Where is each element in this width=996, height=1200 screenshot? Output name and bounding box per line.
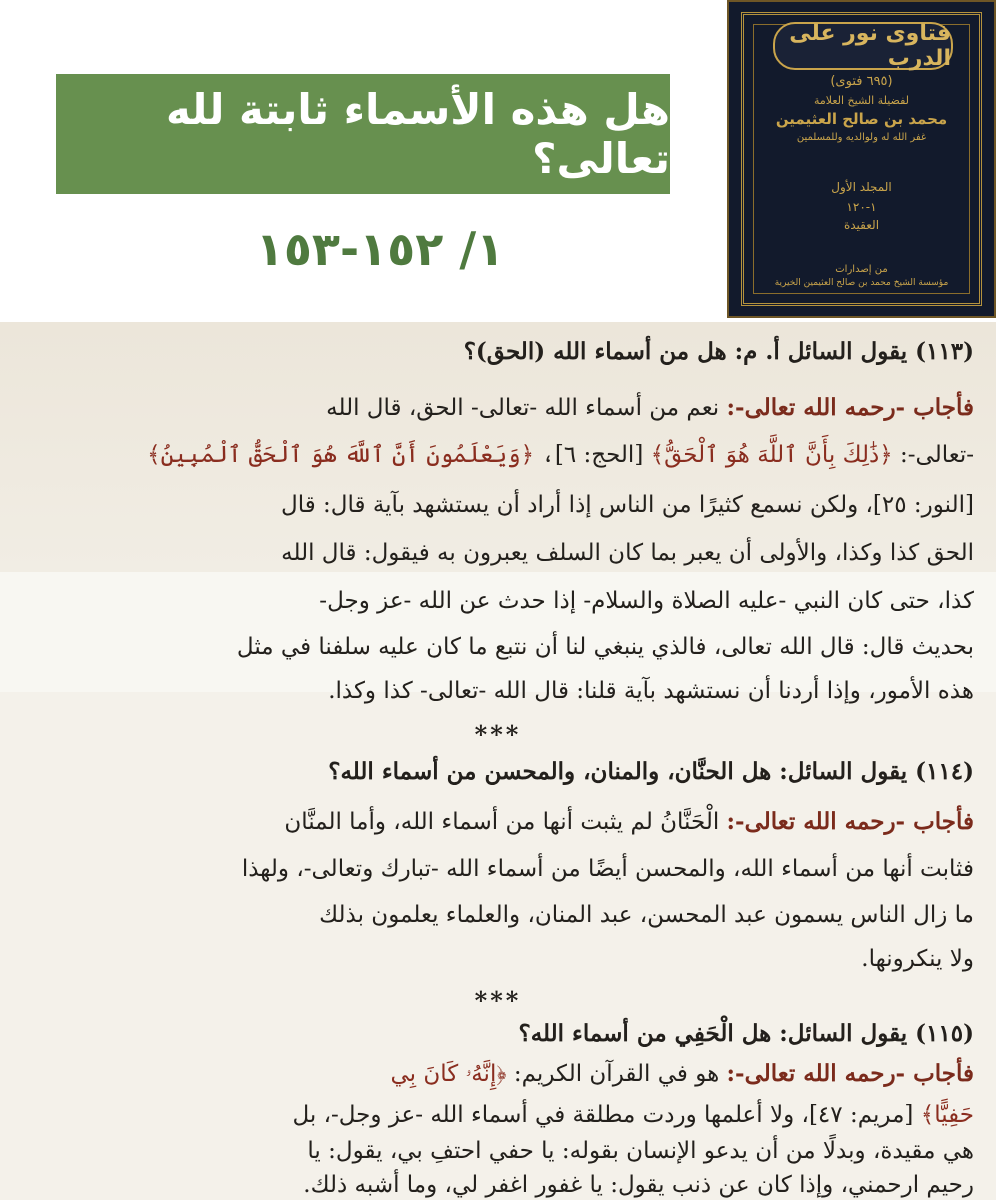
q115-answer-line xyxy=(390,1060,974,1087)
q113-line3: [النور: ٢٥]، ولكن نسمع كثيرًا من الناس إذا أراد أن يستشهد بآية قال: قال xyxy=(281,492,974,518)
book-range: ١-١٢٠ xyxy=(846,200,877,214)
q114-answer-line xyxy=(284,808,974,835)
q114-line3: ما زال الناس يسمون عبد المحسن، عبد المنان، والعلماء يعلمون بذلك xyxy=(319,902,974,928)
q115-question-label: (١١٥) يقول السائل: xyxy=(779,1020,974,1047)
q114-question-label: (١١٤) يقول السائل: xyxy=(779,758,974,785)
q113-verse-line xyxy=(147,442,974,468)
q113-line7: هذه الأمور، وإذا أردنا أن نستشهد بآية قلنا: قال الله -تعالى- كذا وكذا. xyxy=(328,678,974,704)
title-banner xyxy=(56,74,670,194)
q114-question-text: هل الحنَّان، والمنان، والمحسن من أسماء الله؟ xyxy=(328,758,780,785)
book-cover-image xyxy=(727,0,996,318)
q113-question-text: هل من أسماء الله (الحق)؟ xyxy=(463,338,735,365)
q113-line5: كذا، حتى كان النبي -عليه الصلاة والسلام- إذا حدث عن الله -عز وجل- xyxy=(319,588,974,614)
q113-line1: نعم من أسماء الله -تعالى- الحق، قال الله xyxy=(326,395,727,421)
q115-line3: هي مقيدة، وبدلًا من أن يدعو الإنسان بقوله: يا حفي احتفِ بي، يقول: يا xyxy=(307,1138,974,1164)
q113-answer-label: فأجاب -رحمه الله تعالى-: xyxy=(726,394,974,421)
q114-question-line xyxy=(328,758,974,785)
book-author-prefix: لفضيلة الشيخ العلامة xyxy=(813,94,909,107)
header-area xyxy=(0,0,996,322)
q115-line4: رحيم ارحمني، وإذا كان عن ذنب يقول: يا غفور اغفر لي، وما أشبه ذلك. xyxy=(303,1172,974,1198)
q115-line2-row xyxy=(292,1102,974,1128)
book-subject: العقيدة xyxy=(843,218,880,232)
q113-line2a: -تعالى-: xyxy=(892,442,974,468)
book-author: محمد بن صالح العثيمين xyxy=(775,110,948,128)
book-page-scan xyxy=(0,322,996,1200)
book-publisher-label: من إصدارات xyxy=(835,264,888,275)
q113-verse1: ﴿ذَٰلِكَ بِأَنَّ ٱللَّهَ هُوَ ٱلْحَقُّ﴾ xyxy=(650,442,893,468)
book-title: فتاوى نور على الدرب xyxy=(789,21,951,71)
q114-answer-label: فأجاب -رحمه الله تعالى-: xyxy=(726,808,974,835)
banner-title: هل هذه الأسماء ثابتة لله تعالى؟ xyxy=(166,85,670,183)
book-volume: المجلد الأول xyxy=(831,180,892,194)
q115-verse1-cont: حَفِيًّا﴾ xyxy=(920,1102,974,1128)
separator-stars: *** xyxy=(474,720,522,749)
q114-line4: ولا ينكرونها. xyxy=(861,946,974,972)
q115-line2: [مريم: ٤٧]، ولا أعلمها وردت مطلقة في أسماء الله -عز وجل-، بل xyxy=(292,1102,921,1128)
q115-answer-label: فأجاب -رحمه الله تعالى-: xyxy=(726,1060,974,1087)
cover-title-cartouche xyxy=(773,22,953,70)
q113-verse2: ﴿وَيَعْلَمُونَ أَنَّ ٱللَّهَ هُوَ ٱلْحَقُّ ٱلْمُبِينُ﴾ xyxy=(147,442,535,468)
q115-verse1: ﴿إِنَّهُۥ كَانَ بِي xyxy=(390,1061,507,1087)
separator-stars-2: *** xyxy=(474,986,522,1015)
q113-line2b: [الحج: ٦]، xyxy=(534,442,651,468)
q115-question-text: هل الْحَفِي من أسماء الله؟ xyxy=(518,1020,780,1047)
q113-line6: بحديث قال: قال الله تعالى، فالذي ينبغي لنا أن نتبع ما كان عليه سلفنا في مثل xyxy=(236,634,974,660)
q113-line4: الحق كذا وكذا، والأولى أن يعبر بما كان السلف يعبرون به فيقول: قال الله xyxy=(281,540,974,566)
page-reference: ١/ ١٥٢-١٥٣ xyxy=(255,222,505,276)
q113-answer-line xyxy=(326,394,974,421)
book-dua: غفر الله له ولوالديه وللمسلمين xyxy=(796,132,927,143)
book-publisher: مؤسسة الشيخ محمد بن صالح العثيمين الخيرية xyxy=(774,278,949,288)
book-count: (٦٩٥ فتوى) xyxy=(830,74,893,89)
q113-question-line xyxy=(464,338,974,365)
q115-question-line xyxy=(518,1020,974,1047)
q113-question-label: (١١٣) يقول السائل أ. م: xyxy=(734,338,974,365)
q115-line1: هو في القرآن الكريم: xyxy=(506,1061,727,1087)
q114-line2: فثابت أنها من أسماء الله، والمحسن أيضًا من أسماء الله -تبارك وتعالى-، ولهذا xyxy=(241,856,974,882)
q114-line1: الْحَنَّانُ لم يثبت أنها من أسماء الله، وأما المنَّان xyxy=(284,809,727,835)
